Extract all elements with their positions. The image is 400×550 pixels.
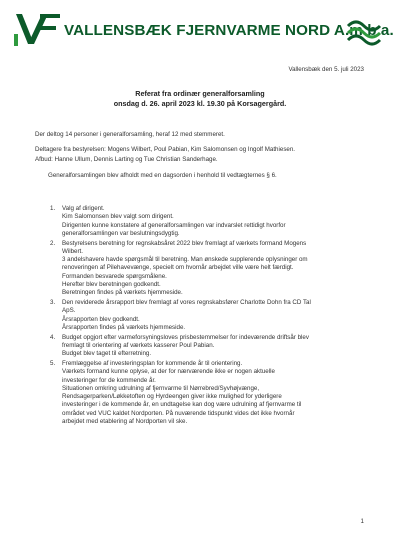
agenda-item-line: Budget blev taget til efterretning.: [62, 350, 152, 358]
agenda-item-line: Bestyrelsens beretning for regnskabsåret 2022 blev fremlagt af værkets formand Mogens: [62, 239, 307, 247]
agenda-item-line: fremlagt til orientering af værkets kasserer Poul Pabian.: [62, 341, 215, 349]
agenda-item-line: Herefter blev beretningen godkendt.: [62, 281, 161, 289]
agenda-item-number: 4.: [50, 333, 56, 341]
agenda-item-line: Valg af dirigent.: [62, 205, 105, 212]
agenda-item-line: Formanden besvarede spørgsmålene.: [62, 272, 167, 280]
agenda-item-number: 5.: [50, 359, 56, 367]
agenda-item: [50, 360, 372, 426]
agenda-item-line: Fremlæggelse af investeringsplan for kommende år til orientering.: [62, 359, 243, 367]
agenda-item: [50, 334, 372, 359]
place-date: Vallensbæk den 5. juli 2023: [288, 66, 364, 73]
agenda-item-line: Den reviderede årsrapport blev fremlagt af vores regnskabsfører Charlotte Dohn fra CD Tal: [62, 299, 311, 307]
agenda-item-line: Årsrapporten findes på værkets hjemmeside.: [62, 323, 186, 331]
agenda-item-number: 1.: [50, 205, 56, 212]
agenda-item-line: Budget opgjort efter varmeforsyningsloves prisbestemmelser for indeværende driftsår blev: [62, 333, 309, 341]
document-title: Referat fra ordinær generalforsamling: [135, 89, 265, 98]
agenda-item-number: 3.: [50, 299, 56, 307]
board-absent-text: Afbud: Hanne Ullum, Dennis Larting og Tue Christian Sanderhage.: [35, 156, 218, 163]
agenda-item-line: Kim Salomonsen blev valgt som dirigent.: [62, 213, 174, 221]
agenda-item: [50, 205, 372, 238]
page-number: 1: [360, 518, 364, 525]
agenda-item-line: renoveringen af Pilehavevænge, specielt om hvornår arbejdet ville være helt færdigt.: [62, 264, 294, 272]
agenda-item-line: generalforsamlingen var beslutningsdygtig.: [62, 229, 180, 237]
agenda-item-line: Wilbert.: [62, 247, 83, 255]
agenda-item: [50, 299, 372, 332]
agenda-item-line: Beretningen findes på værkets hjemmeside.: [62, 289, 183, 297]
company-name: VALLENSBÆK FJERNVARME NORD A.m.b.a.: [64, 22, 394, 39]
agenda-item-line: investeringer i de kommende år, en undtagelse kan dog være udrulning af fjernvarme til: [62, 401, 302, 409]
agenda-item-line: investeringer for de kommende år.: [62, 376, 156, 384]
board-present-text: Deltagere fra bestyrelsen: Mogens Wilbert, Poul Pabian, Kim Salomonsen og Ingolf Mathiesen.: [35, 146, 296, 153]
agenda-list: [50, 205, 372, 428]
vf-logo-icon: [14, 10, 62, 48]
agenda-item-line: Værkets formand kunne oplyse, at der for nærværende ikke er nogen aktuelle: [62, 368, 275, 376]
flame-waves-icon: [344, 16, 384, 46]
agenda-item-line: 3 andelshavere havde spørgsmål til beretning. Man ønskede supplerende oplysninger om: [62, 256, 308, 264]
agenda-item-line: Dirigenten kunne konstatere af generalforsamlingen var indvarslet rettidigt hvorfor: [62, 221, 286, 229]
agenda-item-line: ApS.: [62, 307, 76, 315]
document-subtitle: onsdag d. 26. april 2023 kl. 19.30 på Korsagergård.: [113, 99, 287, 108]
agenda-item: [50, 240, 372, 298]
agenda-item-line: området ved VUC kaldet Nordporten. På nuværende tidspunkt vides det ikke hvornår: [62, 409, 295, 417]
agenda-item-line: Rendsagerparken/Løkketoften og Hyrdeengen giver ikke mulighed for yderligere: [62, 393, 282, 401]
letterhead: [14, 10, 394, 48]
agenda-item-line: arbejdet med etablering af Nordporten vil ske.: [62, 417, 188, 425]
agenda-item-line: Årsrapporten blev godkendt.: [62, 315, 140, 323]
agenda-item-line: Situationen omkring udrulning af fjernvarme til Nørrebred/Syvhøjvænge,: [62, 384, 260, 392]
agenda-item-number: 2.: [50, 239, 56, 247]
attendance-text: Der deltog 14 personer i generalforsamling, heraf 12 med stemmeret.: [35, 131, 225, 138]
agenda-intro-text: Generalforsamlingen blev afholdt med en dagsorden i henhold til vedtægternes § 6.: [48, 172, 277, 179]
